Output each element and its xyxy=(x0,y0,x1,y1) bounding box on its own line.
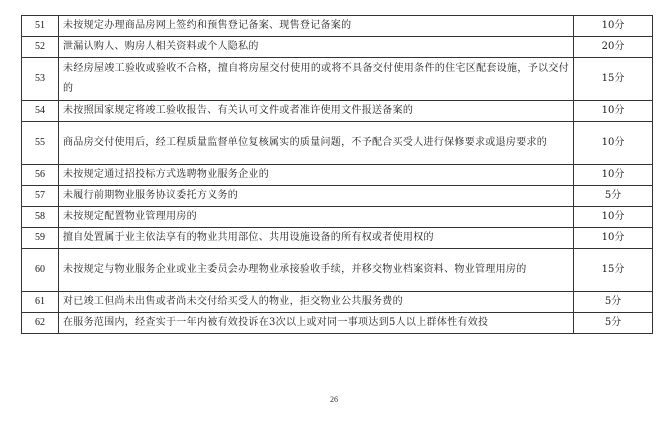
table-row xyxy=(22,37,653,58)
row-number: 58 xyxy=(22,207,59,228)
row-score: 10分 xyxy=(574,101,653,122)
row-score: 15分 xyxy=(574,249,653,292)
table-row xyxy=(22,292,653,313)
row-score: 10分 xyxy=(574,165,653,186)
row-number: 60 xyxy=(22,249,59,292)
table-row xyxy=(22,228,653,249)
table-row xyxy=(22,122,653,165)
page-number: 26 xyxy=(330,395,338,404)
row-description: 未按规定办理商品房网上签约和预售登记备案、现售登记备案的 xyxy=(59,16,574,37)
row-number: 54 xyxy=(22,101,59,122)
row-score: 15分 xyxy=(574,58,653,101)
row-score: 10分 xyxy=(574,16,653,37)
row-score: 5分 xyxy=(574,292,653,313)
row-number: 62 xyxy=(22,313,59,334)
row-description: 对已竣工但尚未出售或者尚未交付给买受人的物业，拒交物业公共服务费的 xyxy=(59,292,574,313)
row-description: 未按规定配置物业管理用房的 xyxy=(59,207,574,228)
row-description: 擅自处置属于业主依法享有的物业共用部位、共用设施设备的所有权或者使用权的 xyxy=(59,228,574,249)
row-number: 51 xyxy=(22,16,59,37)
row-description: 商品房交付使用后，经工程质量监督单位复核属实的质量问题，不予配合买受人进行保修要求或退房要求的 xyxy=(59,122,574,165)
table-row xyxy=(22,101,653,122)
row-number: 57 xyxy=(22,186,59,207)
table-row xyxy=(22,249,653,292)
row-score: 10分 xyxy=(574,122,653,165)
row-number: 59 xyxy=(22,228,59,249)
row-description: 未按规定与物业服务企业或业主委员会办理物业承接验收手续，并移交物业档案资料、物业管理用房的 xyxy=(59,249,574,292)
row-description: 泄漏认购人、购房人相关资料或个人隐私的 xyxy=(59,37,574,58)
row-number: 52 xyxy=(22,37,59,58)
table-row xyxy=(22,58,653,101)
table-row xyxy=(22,186,653,207)
row-description: 未按规定通过招投标方式选聘物业服务企业的 xyxy=(59,165,574,186)
table-row xyxy=(22,207,653,228)
row-description: 未按照国家规定将竣工验收报告、有关认可文件或者准许使用文件报送备案的 xyxy=(59,101,574,122)
row-number: 53 xyxy=(22,58,59,101)
table-row xyxy=(22,313,653,334)
row-score: 5分 xyxy=(574,313,653,334)
row-number: 61 xyxy=(22,292,59,313)
row-description: 在服务范围内，经查实于一年内被有效投诉在3次以上或对同一事项达到5人以上群体性有效投 xyxy=(59,313,574,334)
table-row xyxy=(22,16,653,37)
penalty-table xyxy=(21,15,653,334)
row-score: 10分 xyxy=(574,207,653,228)
row-score: 5分 xyxy=(574,186,653,207)
row-score: 10分 xyxy=(574,228,653,249)
table-row xyxy=(22,165,653,186)
row-number: 55 xyxy=(22,122,59,165)
row-description: 未履行前期物业服务协议委托方义务的 xyxy=(59,186,574,207)
row-score: 20分 xyxy=(574,37,653,58)
row-number: 56 xyxy=(22,165,59,186)
row-description: 未经房屋竣工验收或验收不合格，擅自将房屋交付使用的或将不具备交付使用条件的住宅区配套设施，予以交付的 xyxy=(59,58,574,101)
